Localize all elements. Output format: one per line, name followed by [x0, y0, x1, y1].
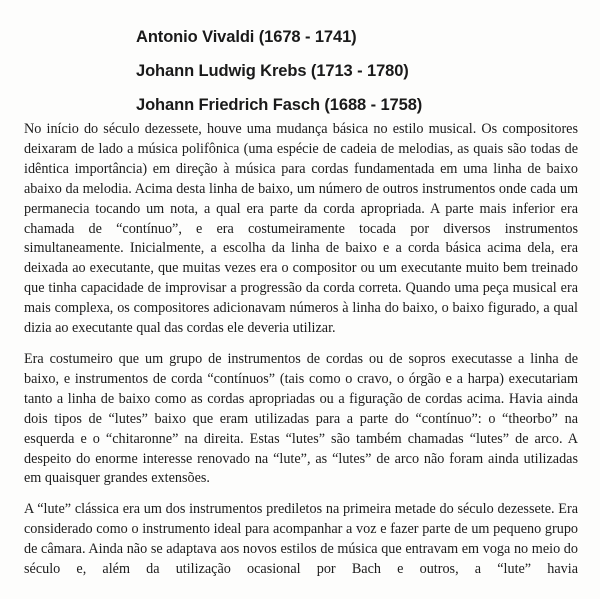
composer-heading: Johann Friedrich Fasch (1688 - 1758) — [136, 96, 423, 114]
body-text — [24, 120, 578, 580]
composer-list — [136, 20, 422, 122]
paragraph: No início do século dezessete, houve uma mudança básica no estilo musical. Os compositores deixaram de lado a música polifônica (uma espécie de cadeia de melodias, as quais são todas de idêntica importância) em direção à música para cordas fundamentada em uma linha de baixo abaixo da melodia. Acima desta linha de baixo, um número de outros instrumentos onde cada um permanecia tocando um nota, a qual era parte da corda apropriada. A parte mais inferior era chamada de “contínuo”, e era costumeiramente tocada por diversos instrumentos simultaneamente. Inicialmente, a escolha da linha de baixo e a corda básica acima dela, era deixada ao executante, que muitas vezes era o compositor ou um executante muito bem treinado que tinha capacidade de improvisar a progressão da corda correta. Quando uma peça musical era mais complexa, os compositores adicionavam números à linha do baixo, o baixo figurado, a qual dizia ao executante qual das cordas ele deveria utilizar. — [24, 121, 578, 337]
paragraph: A “lute” clássica era um dos instrumentos prediletos na primeira metade do século dezessete. Era considerado como o instrumento ideal para acompanhar a voz e fazer parte de um pequeno grupo de câmara. Ainda não se adaptava aos novos estilos de música que entravam em voga no meio do século e, além da utilização ocasional por Bach e outros, a “lute” havia — [24, 501, 578, 578]
composer-heading: Antonio Vivaldi (1678 - 1741) — [136, 28, 357, 46]
composer-heading: Johann Ludwig Krebs (1713 - 1780) — [136, 62, 409, 80]
paragraph: Era costumeiro que um grupo de instrumentos de cordas ou de sopros executasse a linha de baixo, e instrumentos de corda “contínuos” (tais como o cravo, o órgão e a harpa) executariam tanto a linha de baixo como as cordas apropriadas ou a figuração de cordas acima. Havia ainda dois tipos de “lutes” baixo que eram utilizadas para a parte do “contínuo”: o “theorbo” na esquerda e o “chitaronne” na direita. Estas “lutes” são também chamadas “lutes” de arco. A despeito do enorme interesse renovado na “lute”, as “lutes” de arco não foram ainda utilizadas em quaisquer grandes extensões. — [24, 350, 578, 487]
